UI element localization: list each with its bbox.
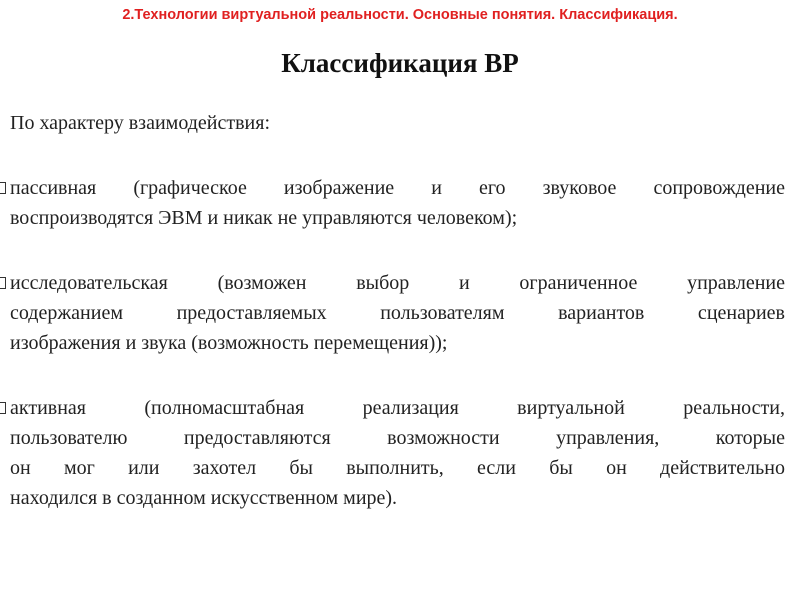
bullet-checkbox-icon [0, 402, 6, 414]
bullet-checkbox-icon [0, 182, 6, 194]
bullet-line: пользователю предоставляются возможности управления, которые [10, 427, 785, 449]
bullet-line: исследовательская (возможен выбор и ограниченное управление [10, 272, 785, 294]
bullet-active [0, 393, 785, 513]
section-header: 2.Технологии виртуальной реальности. Основные понятия. Классификация. [122, 7, 678, 23]
bullet-line: он мог или захотел бы выполнить, если бы он действительно [10, 457, 785, 479]
bullet-line: пассивная (графическое изображение и его звуковое сопровождение [10, 177, 785, 199]
bullet-line: содержанием предоставляемых пользователям вариантов сценариев [10, 302, 785, 324]
bullet-passive [0, 173, 785, 233]
slide-title: Классификация ВР [281, 48, 519, 78]
bullet-checkbox-icon [0, 277, 6, 289]
bullet-line: находился в созданном искусственном мире). [10, 487, 398, 509]
bullet-line: воспроизводятся ЭВМ и никак не управляются человеком); [10, 207, 518, 229]
bullet-line: изображения и звука (возможность перемещения)); [10, 332, 448, 354]
bullet-line: активная (полномасштабная реализация виртуальной реальности, [10, 397, 785, 419]
bullet-exploratory [0, 268, 785, 358]
intro-text: По характеру взаимодействия: [10, 112, 271, 134]
